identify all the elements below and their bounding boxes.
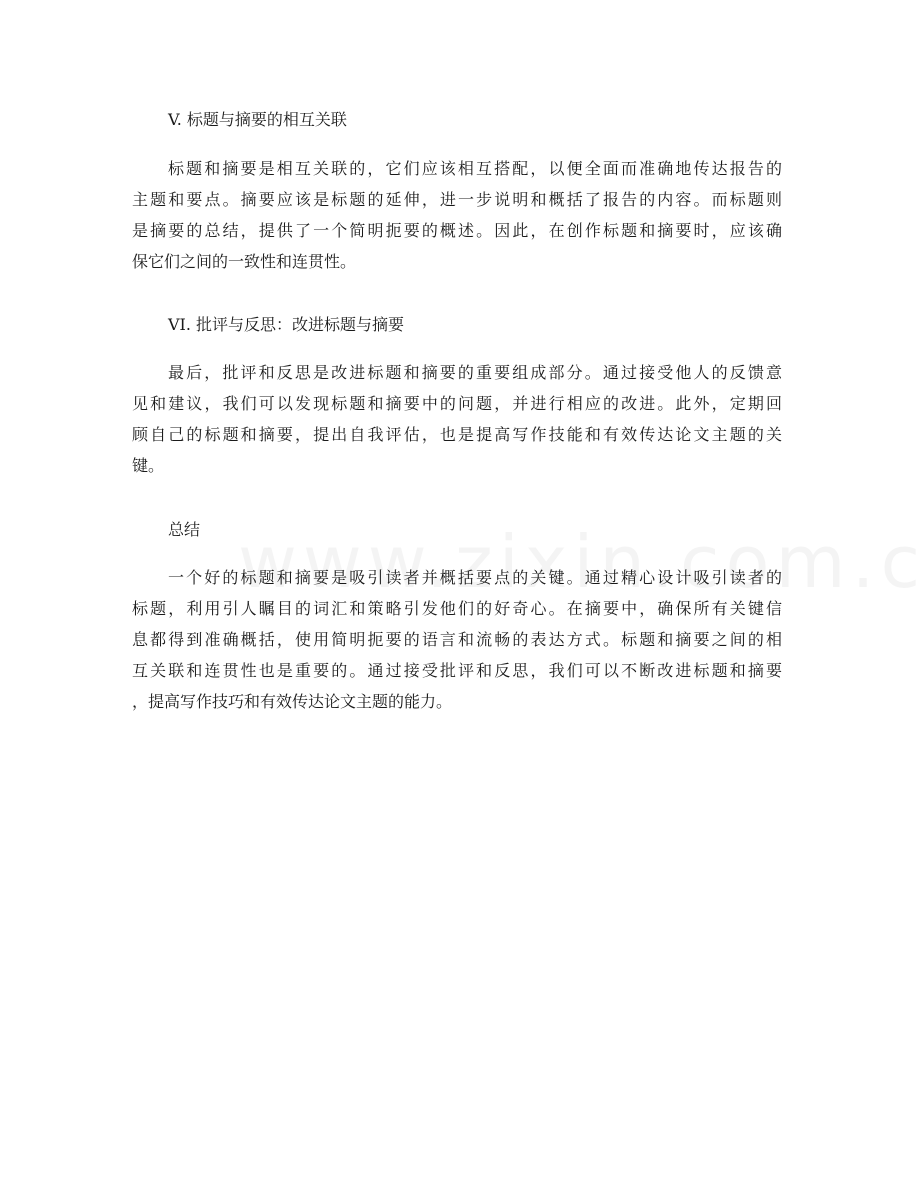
paragraph-line: 息都得到准确概括，使用简明扼要的语言和流畅的表达方式。标题和摘要之间的相 — [132, 630, 782, 649]
section-paragraph-summary — [132, 562, 782, 717]
section-heading-summary: 总结 — [168, 520, 201, 539]
paragraph-line: 最后，批评和反思是改进标题和摘要的重要组成部分。通过接受他人的反馈意 — [168, 363, 782, 382]
paragraph-line: 顾自己的标题和摘要，提出自我评估，也是提高写作技能和有效传达论文主题的关 — [132, 425, 782, 444]
paragraph-line: 键。 — [132, 456, 165, 475]
paragraph-line: 是摘要的总结，提供了一个简明扼要的概述。因此，在创作标题和摘要时，应该确 — [132, 221, 782, 240]
paragraph-line: ，提高写作技巧和有效传达论文主题的能力。 — [132, 692, 453, 711]
section-paragraph-vi — [132, 357, 782, 481]
section-heading-vi: VI. 批评与反思：改进标题与摘要 — [168, 315, 405, 334]
paragraph-line: 标题和摘要是相互关联的，它们应该相互搭配，以便全面而准确地传达报告的 — [168, 159, 782, 178]
section-paragraph-v — [132, 153, 782, 277]
paragraph-line: 主题和要点。摘要应该是标题的延伸，进一步说明和概括了报告的内容。而标题则 — [132, 190, 782, 209]
paragraph-line: 标题，利用引人瞩目的词汇和策略引发他们的好奇心。在摘要中，确保所有关键信 — [132, 599, 782, 618]
paragraph-line: 一个好的标题和摘要是吸引读者并概括要点的关键。通过精心设计吸引读者的 — [168, 568, 782, 587]
paragraph-line: 见和建议，我们可以发现标题和摘要中的问题，并进行相应的改进。此外，定期回 — [132, 394, 782, 413]
section-heading-v: V. 标题与摘要的相互关联 — [168, 110, 347, 129]
paragraph-line: 保它们之间的一致性和连贯性。 — [132, 252, 357, 271]
paragraph-line: 互关联和连贯性也是重要的。通过接受批评和反思，我们可以不断改进标题和摘要 — [132, 661, 782, 680]
